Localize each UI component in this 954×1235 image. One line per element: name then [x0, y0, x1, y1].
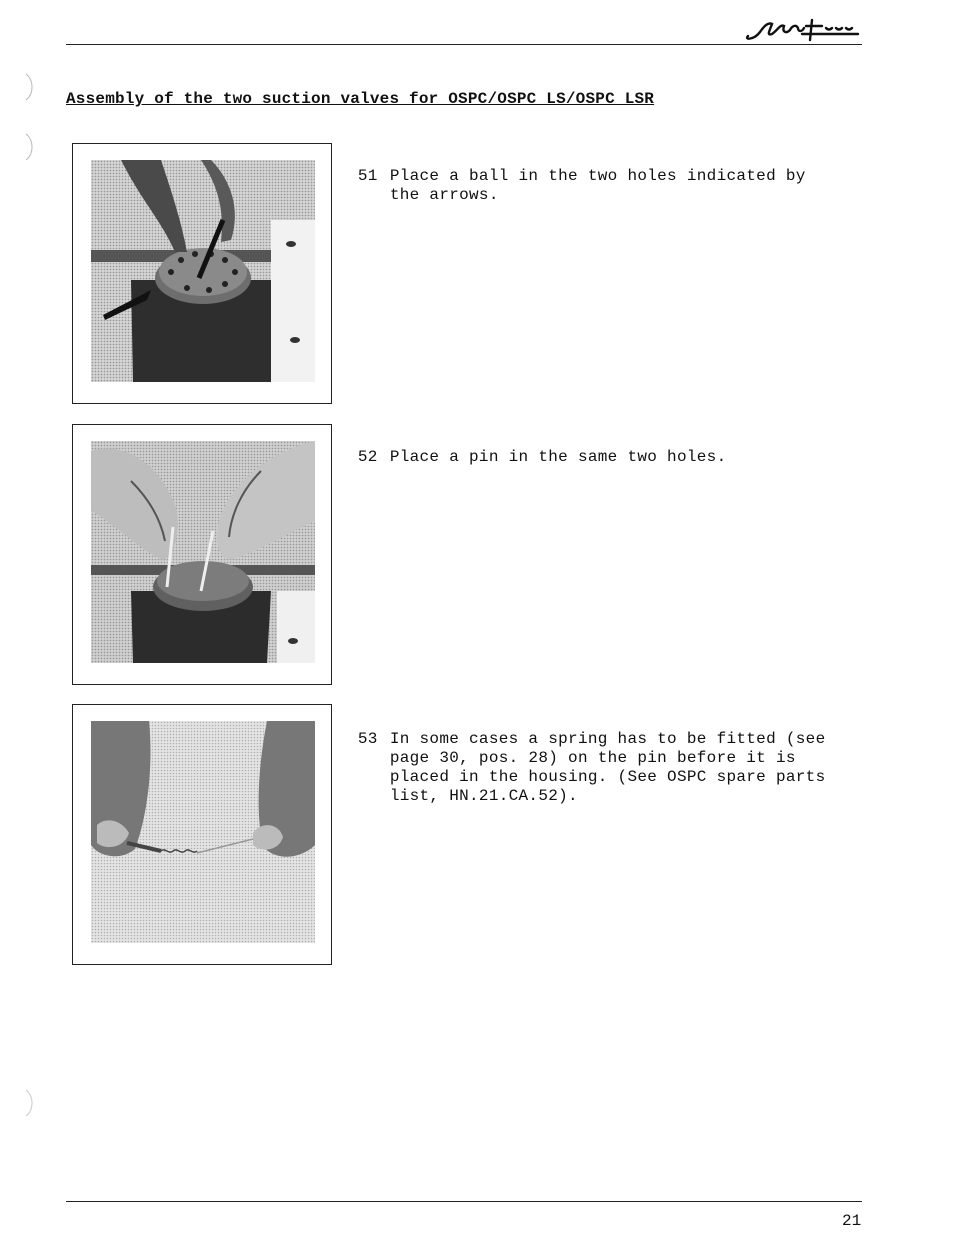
step-53 — [338, 711, 868, 806]
footer-rule — [66, 1201, 862, 1202]
step-51 — [338, 148, 868, 205]
page-title: Assembly of the two suction valves for OSPC/OSPC LS/OSPC LSR — [66, 90, 655, 108]
page-number: 21 — [842, 1212, 862, 1230]
photo-frame-52 — [72, 424, 332, 685]
photo-frame-53 — [72, 704, 332, 965]
step-text: Place a pin in the same two holes. — [389, 448, 727, 466]
photo-frame-51 — [72, 143, 332, 404]
step-number: 52 — [357, 448, 378, 466]
photo-ball-in-holes-icon — [91, 160, 315, 382]
header-rule — [66, 44, 862, 45]
binding-mark-icon — [24, 132, 38, 162]
binding-mark-icon — [24, 1088, 38, 1118]
step-text: Place a ball in the two holes indicated by the arrows. — [389, 167, 806, 204]
step-52 — [338, 429, 868, 467]
step-number: 51 — [357, 167, 378, 185]
signature-logo-icon — [742, 12, 860, 42]
photo-pin-in-holes-icon — [91, 441, 315, 663]
photo-spring-on-pin-icon — [91, 721, 315, 943]
binding-mark-icon — [24, 72, 38, 102]
step-text: In some cases a spring has to be fitted (see page 30, pos. 28) on the pin before it is placed in the housing. (See OSPC spare parts list, HN.21.CA.52). — [389, 730, 826, 805]
step-number: 53 — [357, 730, 378, 748]
